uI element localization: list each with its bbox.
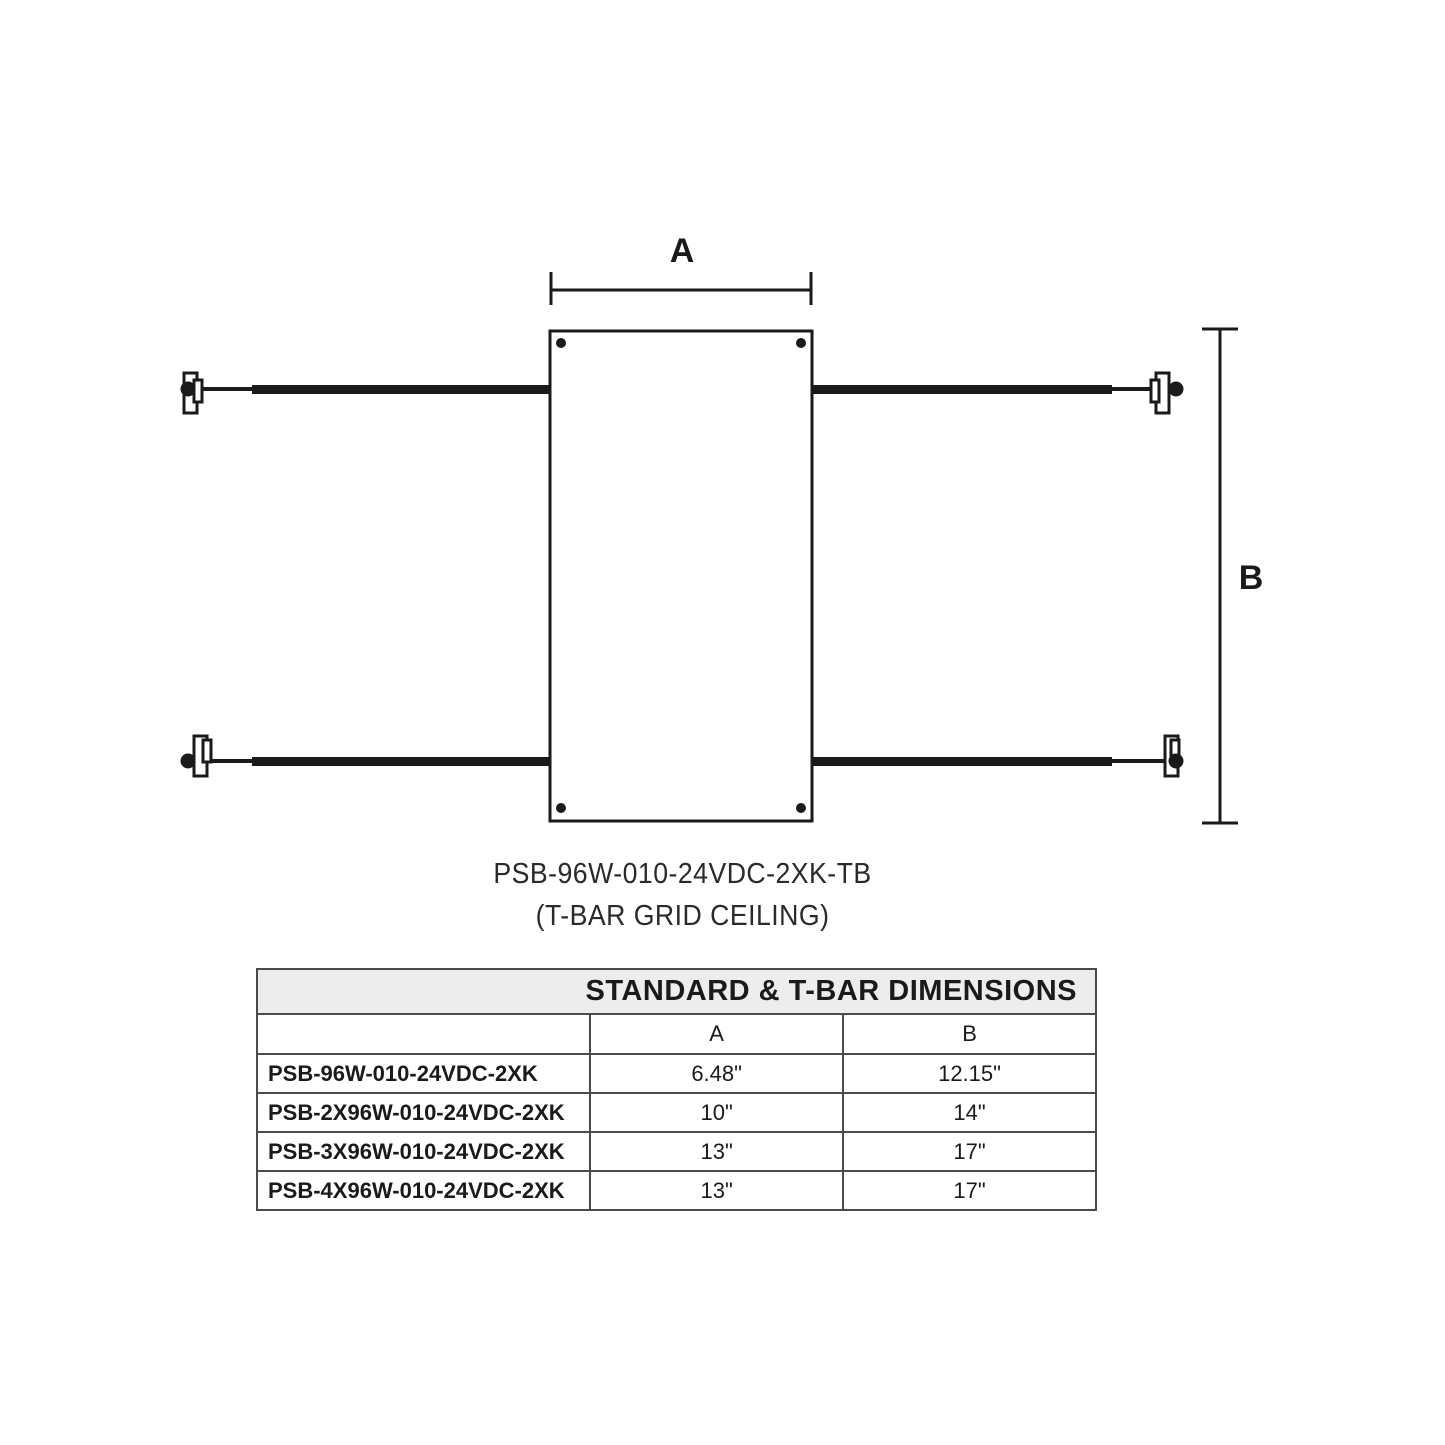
dimension-b-label: B [1238,559,1264,597]
diagram-caption-model: PSB-96W-010-24VDC-2XK-TB [493,858,872,890]
model-cell: PSB-3X96W-010-24VDC-2XK [257,1132,590,1171]
power-supply-box [550,331,812,821]
t-bar-rod-upper-left [186,385,550,394]
mounting-hole [796,338,806,348]
dimension-b-cell: 14" [843,1093,1096,1132]
column-header-model [257,1014,590,1054]
table-title-row [257,969,1096,1014]
dimension-a-cell: 13" [590,1171,843,1210]
table-row [257,1093,1096,1132]
dimension-b-cell: 12.15" [843,1054,1096,1093]
t-bar-clip-upper-left [182,373,202,413]
dimension-b [1202,329,1238,823]
dimension-a-cell: 13" [590,1132,843,1171]
table-row [257,1054,1096,1093]
table-row [257,1132,1096,1171]
dimension-a-label: A [669,232,695,270]
table-title: STANDARD & T-BAR DIMENSIONS [257,969,1096,1014]
mounting-hole [796,803,806,813]
model-cell: PSB-96W-010-24VDC-2XK [257,1054,590,1093]
model-cell: PSB-2X96W-010-24VDC-2XK [257,1093,590,1132]
diagram-caption-mounting: (T-BAR GRID CEILING) [535,900,830,932]
t-bar-clip-lower-left [182,736,211,776]
t-bar-clip-lower-right [1165,736,1182,776]
t-bar-rod-lower-left [186,757,550,766]
column-header-b: B [843,1014,1096,1054]
dimension-b-cell: 17" [843,1171,1096,1210]
model-cell: PSB-4X96W-010-24VDC-2XK [257,1171,590,1210]
dimension-a-cell: 10" [590,1093,843,1132]
dimensions-table [256,968,1097,1211]
column-header-a: A [590,1014,843,1054]
t-bar-clip-upper-right [1151,373,1182,413]
dimension-a [551,272,811,305]
table-row [257,1171,1096,1210]
mounting-hole [556,338,566,348]
t-bar-rod-lower-right [812,757,1178,766]
dimension-b-cell: 17" [843,1132,1096,1171]
t-bar-rod-upper-right [812,385,1178,394]
dimension-a-cell: 6.48" [590,1054,843,1093]
mounting-hole [556,803,566,813]
table-header-row [257,1014,1096,1054]
